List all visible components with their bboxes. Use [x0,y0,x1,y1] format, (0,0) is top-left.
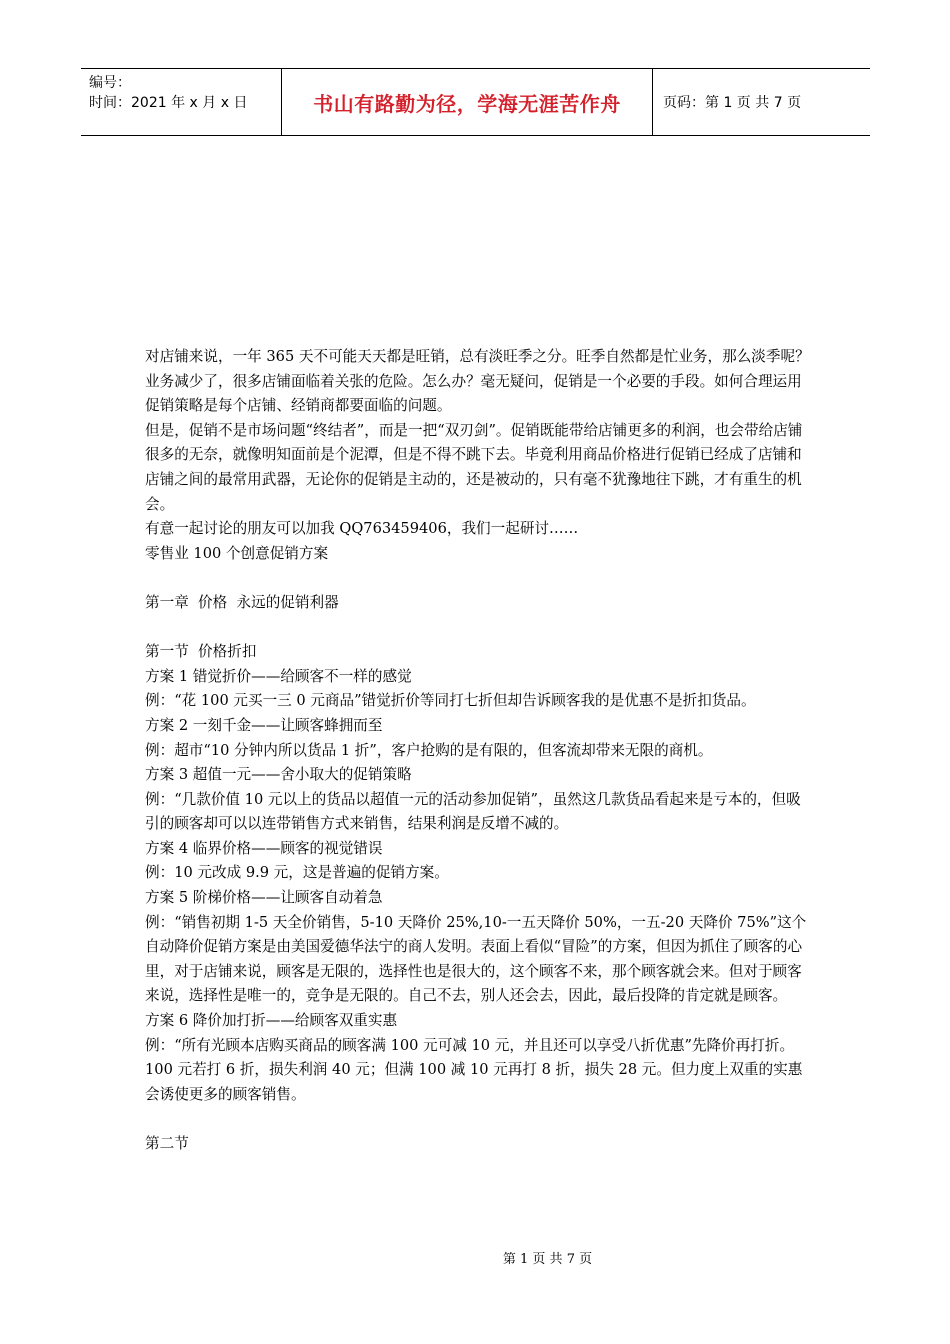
header-meta [81,69,282,135]
chapter-heading: 第一章 价格 永远的促销利器 [145,593,339,611]
plan-example: 例：10 元改成 9.9 元，这是普遍的促销方案。 [145,864,449,882]
section-heading: 第一节 价格折扣 [145,643,257,661]
plan-example: 例：“销售初期 1-5 天全价销售，5-10 天降价 25%,10-一五天降价 50%，一五-20 天降价 75%”这个自动降价促销方案是由美国爱德华法宁的商人发明。表面上看似“冒险”的方案，但因为抓住了顾客的心里，对于店铺来说，顾客是无限的，选择性也是很大的，这个顾客不来，那个顾客就会来。但对于顾客来说，选择性是唯一的，竞争是无限的。自己不去，别人还会去，因此，最后投降的肯定就是顾客。 [145,913,807,1005]
plan-title: 方案 3 超值一元——舍小取大的促销策略 [145,766,412,784]
date-label: 时间：2021 年 x 月 x 日 [89,95,248,111]
section-heading: 第二节 [145,1135,189,1152]
paragraph: 但是，促销不是市场问题“终结者”，而是一把“双刃剑”。促销既能带给店铺更多的利润，也会带给店铺很多的无奈，就像明知面前是个泥潭，但是不得不跳下去。毕竟利用商品价格进行促销已经成了店铺和店铺之间的最常用武器，无论你的促销是主动的，还是被动的，只有毫不犹豫地往下跳，才有重生的机会。 [145,421,803,513]
blank-line [145,616,813,641]
plan-title: 方案 1 错觉折价——给顾客不一样的感觉 [145,667,412,685]
number-label: 编号： [89,75,131,91]
blank-line [145,1107,813,1132]
plan-title: 方案 5 阶梯价格——让顾客自动着急 [145,889,383,907]
plan-title: 方案 4 临界价格——顾客的视觉错误 [145,839,383,857]
paragraph: 对店铺来说，一年 365 天不可能天天都是旺销，总有淡旺季之分。旺季自然都是忙业务，那么淡季呢？业务减少了，很多店铺面临着关张的危险。怎么办？毫无疑问，促销是一个必要的手段。如何合理运用促销策略是每个店铺、经销商都要面临的问题。 [145,348,810,415]
header-motto: 书山有路勤为径，学海无涯苦作舟 [282,69,653,135]
blank-line [145,566,813,591]
document-body [145,345,813,1157]
plan-title: 方案 2 一刻千金——让顾客蜂拥而至 [145,716,383,734]
plan-title: 方案 6 降价加打折——给顾客双重实惠 [145,1012,398,1030]
plan-example: 例：“所有光顾本店购买商品的顾客满 100 元可减 10 元，并且还可以享受八折优惠”先降价再打折。100 元若打 6 折，损失利润 40 元；但满 100 减 10 元再打 8 折，损失 28 元。但力度上双重的实惠会诱使更多的顾客销售。 [145,1036,803,1103]
plan-example: 例：“花 100 元买一三 0 元商品”错觉折价等同打七折但却告诉顾客我的是优惠不是折扣货品。 [145,692,756,710]
page-footer: 第 1 页 共 7 页 [502,1252,593,1267]
paragraph: 有意一起讨论的朋友可以加我 QQ763459406，我们一起研讨…… [145,520,579,538]
plan-example: 例：超市“10 分钟内所以货品 1 折”，客户抢购的是有限的，但客流却带来无限的商机。 [145,741,713,759]
header-page-info: 页码：第 1 页 共 7 页 [663,95,802,111]
document-header [81,68,870,136]
plan-example: 例：“几款价值 10 元以上的货品以超值一元的活动参加促销”，虽然这几款货品看起来是亏本的，但吸引的顾客却可以以连带销售方式来销售，结果利润是反增不减的。 [145,790,801,833]
paragraph: 零售业 100 个创意促销方案 [145,544,329,562]
